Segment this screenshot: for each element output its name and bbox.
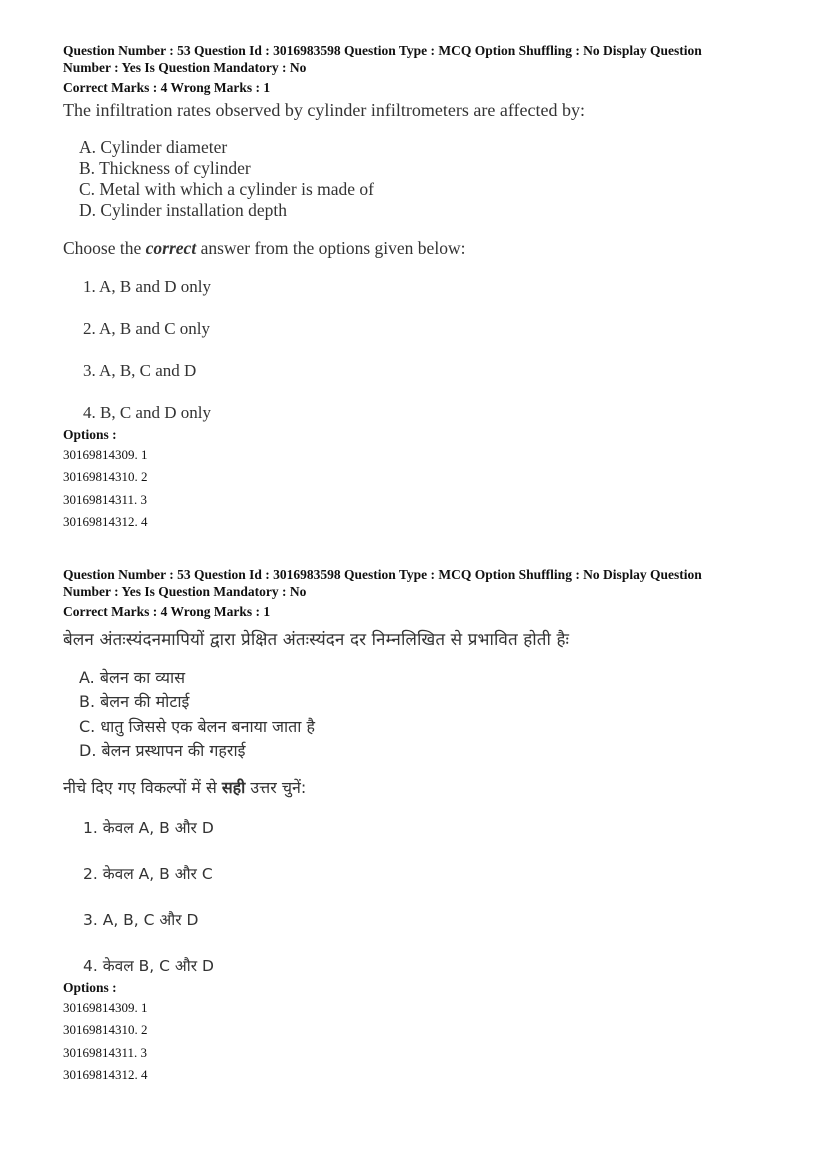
choose-text-post: उत्तर चुनें: <box>245 777 307 797</box>
option-id-row: 30169814309. 1 <box>63 446 148 462</box>
meta-line-2: Number : Yes Is Question Mandatory : No <box>63 59 307 75</box>
meta-line-1: Question Number : 53 Question Id : 3016983598 Question Type : MCQ Option Shuffling : No Display Question <box>63 43 702 58</box>
statement-item: A. Cylinder diameter <box>79 136 228 157</box>
marks-line: Correct Marks : 4 Wrong Marks : 1 <box>63 80 271 95</box>
answer-choice: 1. केवल A, B और D <box>83 818 214 837</box>
statement-item: D. बेलन प्रस्थापन की गहराई <box>79 741 246 760</box>
choose-instruction <box>63 238 773 259</box>
marks-line: Correct Marks : 4 Wrong Marks : 1 <box>63 604 271 619</box>
question-stem: बेलन अंतःस्यंदनमापियों द्वारा प्रेक्षित अंतःस्यंदन दर निम्नलिखित से प्रभावित होती हैः <box>63 629 570 650</box>
statement-list <box>63 137 773 221</box>
option-id-row: 30169814311. 3 <box>63 1044 148 1060</box>
answer-choice: 4. B, C and D only <box>83 402 211 422</box>
choose-emphasis: correct <box>145 237 197 258</box>
statement-item: A. बेलन का व्यास <box>79 667 186 687</box>
options-label: Options : <box>63 979 117 995</box>
statement-item: B. Thickness of cylinder <box>79 157 251 178</box>
meta-line-1: Question Number : 53 Question Id : 3016983598 Question Type : MCQ Option Shuffling : No Display Question <box>63 567 702 582</box>
question-meta <box>63 43 773 97</box>
option-id-list <box>63 997 773 1087</box>
choose-text-pre: Choose the <box>63 237 146 258</box>
question-stem: The infiltration rates observed by cylinder infiltrometers are affected by: <box>63 99 585 120</box>
option-id-row: 30169814310. 2 <box>63 469 148 484</box>
answer-choice: 4. केवल B, C और D <box>83 956 214 975</box>
statement-item: D. Cylinder installation depth <box>79 199 288 220</box>
statement-item: B. बेलन की मोटाई <box>79 692 190 711</box>
answer-choices <box>63 277 773 423</box>
answer-choices <box>63 818 773 976</box>
choose-emphasis: सही <box>221 777 246 797</box>
statement-item: C. धातु जिससे एक बेलन बनाया जाता है <box>79 716 315 736</box>
option-id-row: 30169814312. 4 <box>63 1067 148 1082</box>
statement-list <box>63 666 773 764</box>
question-block-english <box>63 43 773 534</box>
answer-choice: 3. A, B, C and D <box>83 360 197 380</box>
statement-item: C. Metal with which a cylinder is made of <box>79 178 374 199</box>
option-id-row: 30169814312. 4 <box>63 514 148 529</box>
meta-line-2: Number : Yes Is Question Mandatory : No <box>63 583 307 599</box>
answer-choice: 2. केवल A, B और C <box>83 864 213 883</box>
option-id-row: 30169814310. 2 <box>63 1022 148 1037</box>
answer-choice: 2. A, B and C only <box>83 318 211 338</box>
question-block-hindi <box>63 567 773 1087</box>
answer-choice: 1. A, B and D only <box>83 276 211 296</box>
question-meta <box>63 567 773 621</box>
choose-text-post: answer from the options given below: <box>196 237 466 258</box>
answer-choice: 3. A, B, C और D <box>83 910 199 929</box>
option-id-list <box>63 444 773 534</box>
choose-text-pre: नीचे दिए गए विकल्पों में से <box>63 777 222 797</box>
options-label: Options : <box>63 426 117 442</box>
option-id-row: 30169814311. 3 <box>63 491 148 507</box>
choose-instruction <box>63 776 773 798</box>
option-id-row: 30169814309. 1 <box>63 999 148 1015</box>
